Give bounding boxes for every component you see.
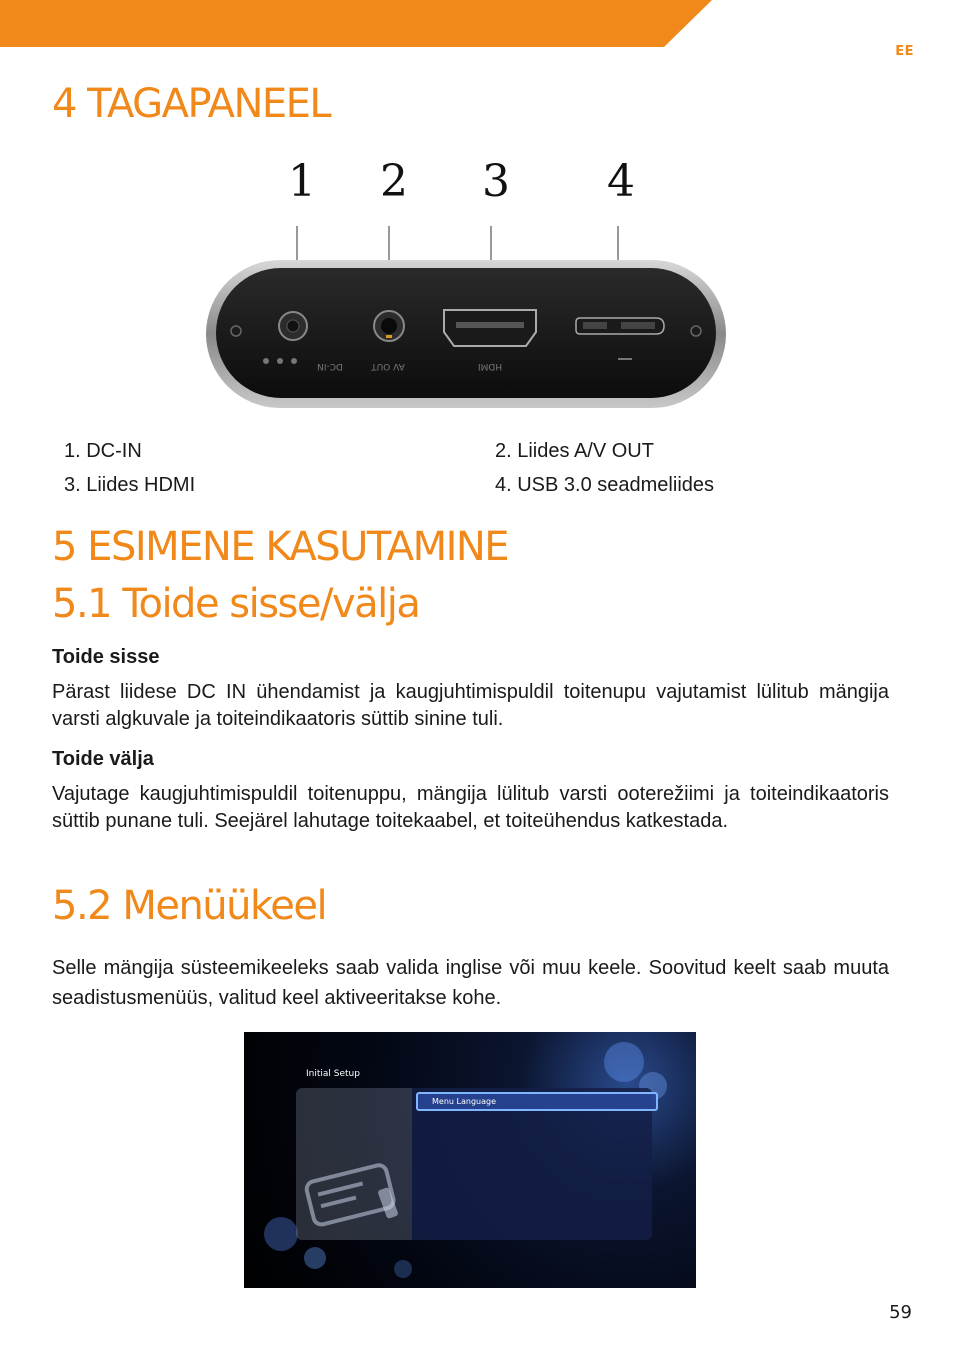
port-number-2: 2 bbox=[380, 156, 408, 207]
port-item-4: 4. USB 3.0 seadmeliides bbox=[495, 474, 715, 496]
power-on-text: Pärast liidese DC IN ühendamist ja kaugjuhtimispuldil toitenupu vajutamist lülitub mängija varsti algkuvale ja toiteindikaatoris süttib sinine tuli. bbox=[52, 681, 889, 730]
port-item-2: 2. Liides A/V OUT bbox=[495, 440, 654, 462]
section-title-power: 5.1 Toide sisse/välja bbox=[52, 581, 420, 627]
device-rear-panel-illustration bbox=[200, 156, 740, 420]
language-code: EE bbox=[895, 44, 914, 59]
setup-menu-title: Initial Setup bbox=[306, 1069, 360, 1079]
header-orange-bar bbox=[0, 0, 954, 50]
power-off-text: Vajutage kaugjuhtimispuldil toitenuppu, mängija lülitub varsti ooterežiimi ja toiteindikaatoris süttib punane tuli. Seejärel lahutage toitekaabel, et toiteühendus katkestada. bbox=[52, 783, 889, 832]
port-item-3: 3. Liides HDMI bbox=[64, 474, 196, 496]
menu-language-item[interactable]: Menu Language bbox=[416, 1092, 658, 1111]
power-off-heading: Toide välja bbox=[52, 748, 154, 770]
bokeh-light bbox=[304, 1247, 326, 1269]
setup-menu-left-panel bbox=[296, 1088, 412, 1240]
port-number-4: 4 bbox=[607, 156, 635, 207]
bokeh-light bbox=[264, 1217, 298, 1251]
port-item-1: 1. DC-IN bbox=[64, 440, 142, 462]
port-number-3: 3 bbox=[482, 156, 510, 207]
bokeh-light bbox=[394, 1260, 412, 1278]
section-title-menu-language: 5.2 Menüükeel bbox=[52, 883, 327, 929]
section-title-first-use: 5 ESIMENE KASUTAMINE bbox=[52, 524, 509, 570]
section-title-rear-panel: 4 TAGAPANEEL bbox=[52, 81, 331, 127]
remote-control-icon bbox=[296, 1088, 412, 1240]
power-on-heading: Toide sisse bbox=[52, 646, 160, 668]
setup-menu-screenshot bbox=[244, 1032, 696, 1288]
bokeh-light bbox=[604, 1042, 644, 1082]
label-dc-in: DC-IN bbox=[317, 361, 343, 371]
label-hdmi: HDMI bbox=[477, 361, 503, 371]
label-av-out: AV OUT bbox=[371, 361, 405, 371]
device-drawing bbox=[200, 156, 740, 420]
port-number-1: 1 bbox=[288, 156, 316, 207]
page-number: 59 bbox=[889, 1302, 912, 1323]
language-text: Selle mängija süsteemikeeleks saab valida inglise või muu keele. Soovitud keelt saab muuta seadistusmenüüs, valitud keel aktiveeritakse kohe. bbox=[52, 957, 889, 1009]
